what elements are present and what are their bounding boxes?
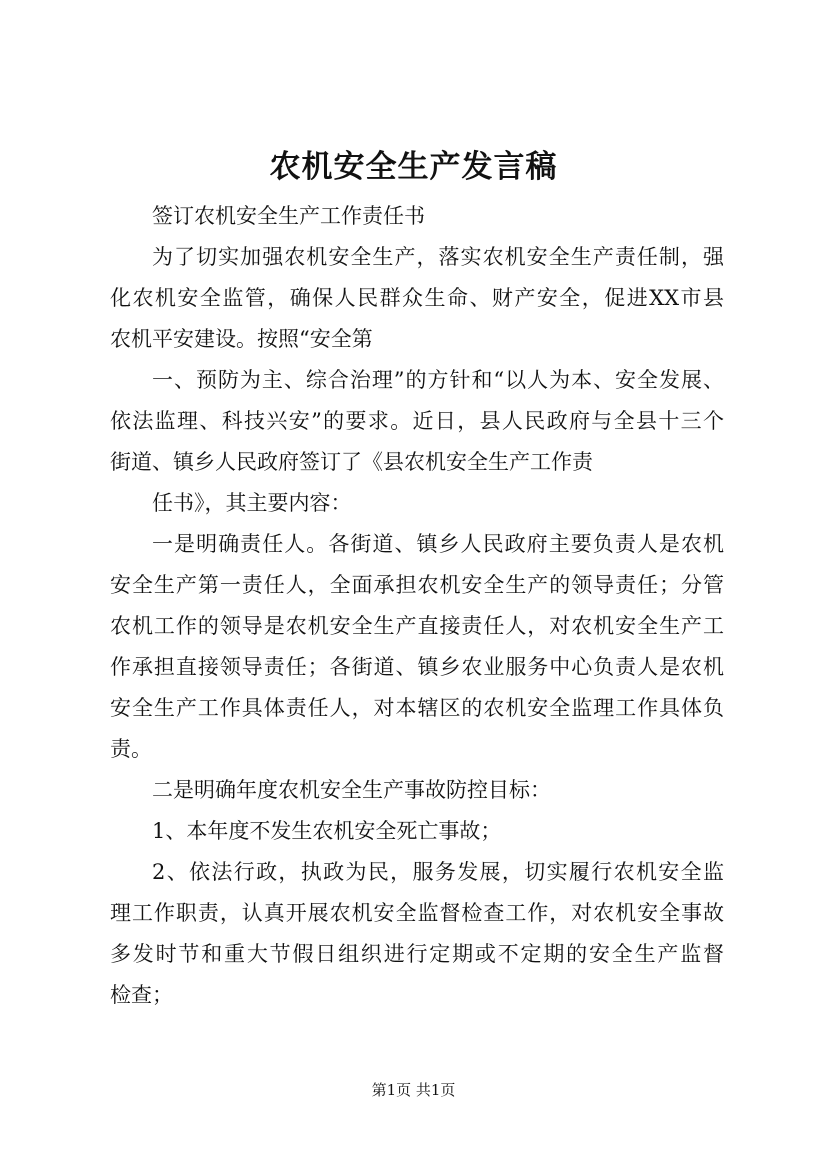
paragraph-line: 一是明确责任人。各街道、镇乡人民政府主要负责人是农机 — [152, 532, 724, 556]
paragraph-line: 理工作职责，认真开展农机安全监督检查工作，对农机安全事故 — [110, 901, 724, 925]
paragraph-line: 任书》，其主要内容： — [152, 491, 352, 515]
paragraph-line: 多发时节和重大节假日组织进行定期或不定期的安全生产监督 — [110, 942, 724, 966]
paragraph-line: 化农机安全监管，确保人民群众生命、财产安全，促进XX市县 — [110, 286, 724, 310]
paragraph-line: 签订农机安全生产工作责任书 — [152, 204, 425, 228]
paragraph-line: 检查； — [110, 983, 173, 1007]
page-number: 第1页 共1页 — [371, 1081, 456, 1099]
paragraph-line: 一、预防为主、综合治理”的方针和“以人为本、安全发展、 — [152, 368, 724, 392]
paragraph-line: 二是明确年度农机安全生产事故防控目标： — [152, 778, 551, 802]
paragraph-line: 责。 — [110, 737, 152, 761]
document-title: 农机安全生产发言稿 — [269, 149, 558, 185]
paragraph-line: 作承担直接领导责任；各街道、镇乡农业服务中心负责人是农机 — [110, 655, 724, 679]
paragraph-line: 2、依法行政，执政为民，服务发展，切实履行农机安全监 — [152, 860, 724, 884]
paragraph-line: 安全生产工作具体责任人，对本辖区的农机安全监理工作具体负 — [110, 696, 724, 720]
paragraph-line: 农机工作的领导是农机安全生产直接责任人，对农机安全生产工 — [110, 614, 724, 638]
paragraph-line: 1、本年度不发生农机安全死亡事故； — [152, 819, 502, 843]
paragraph-line: 农机平安建设。按照“安全第 — [110, 327, 373, 351]
paragraph-line: 街道、镇乡人民政府签订了《县农机安全生产工作责 — [110, 450, 593, 474]
paragraph-line: 依法监理、科技兴安”的要求。近日，县人民政府与全县十三个 — [110, 409, 724, 433]
paragraph-line: 安全生产第一责任人，全面承担农机安全生产的领导责任；分管 — [110, 573, 724, 597]
document-body — [110, 196, 724, 1016]
paragraph-line: 为了切实加强农机安全生产，落实农机安全生产责任制，强 — [152, 245, 724, 269]
